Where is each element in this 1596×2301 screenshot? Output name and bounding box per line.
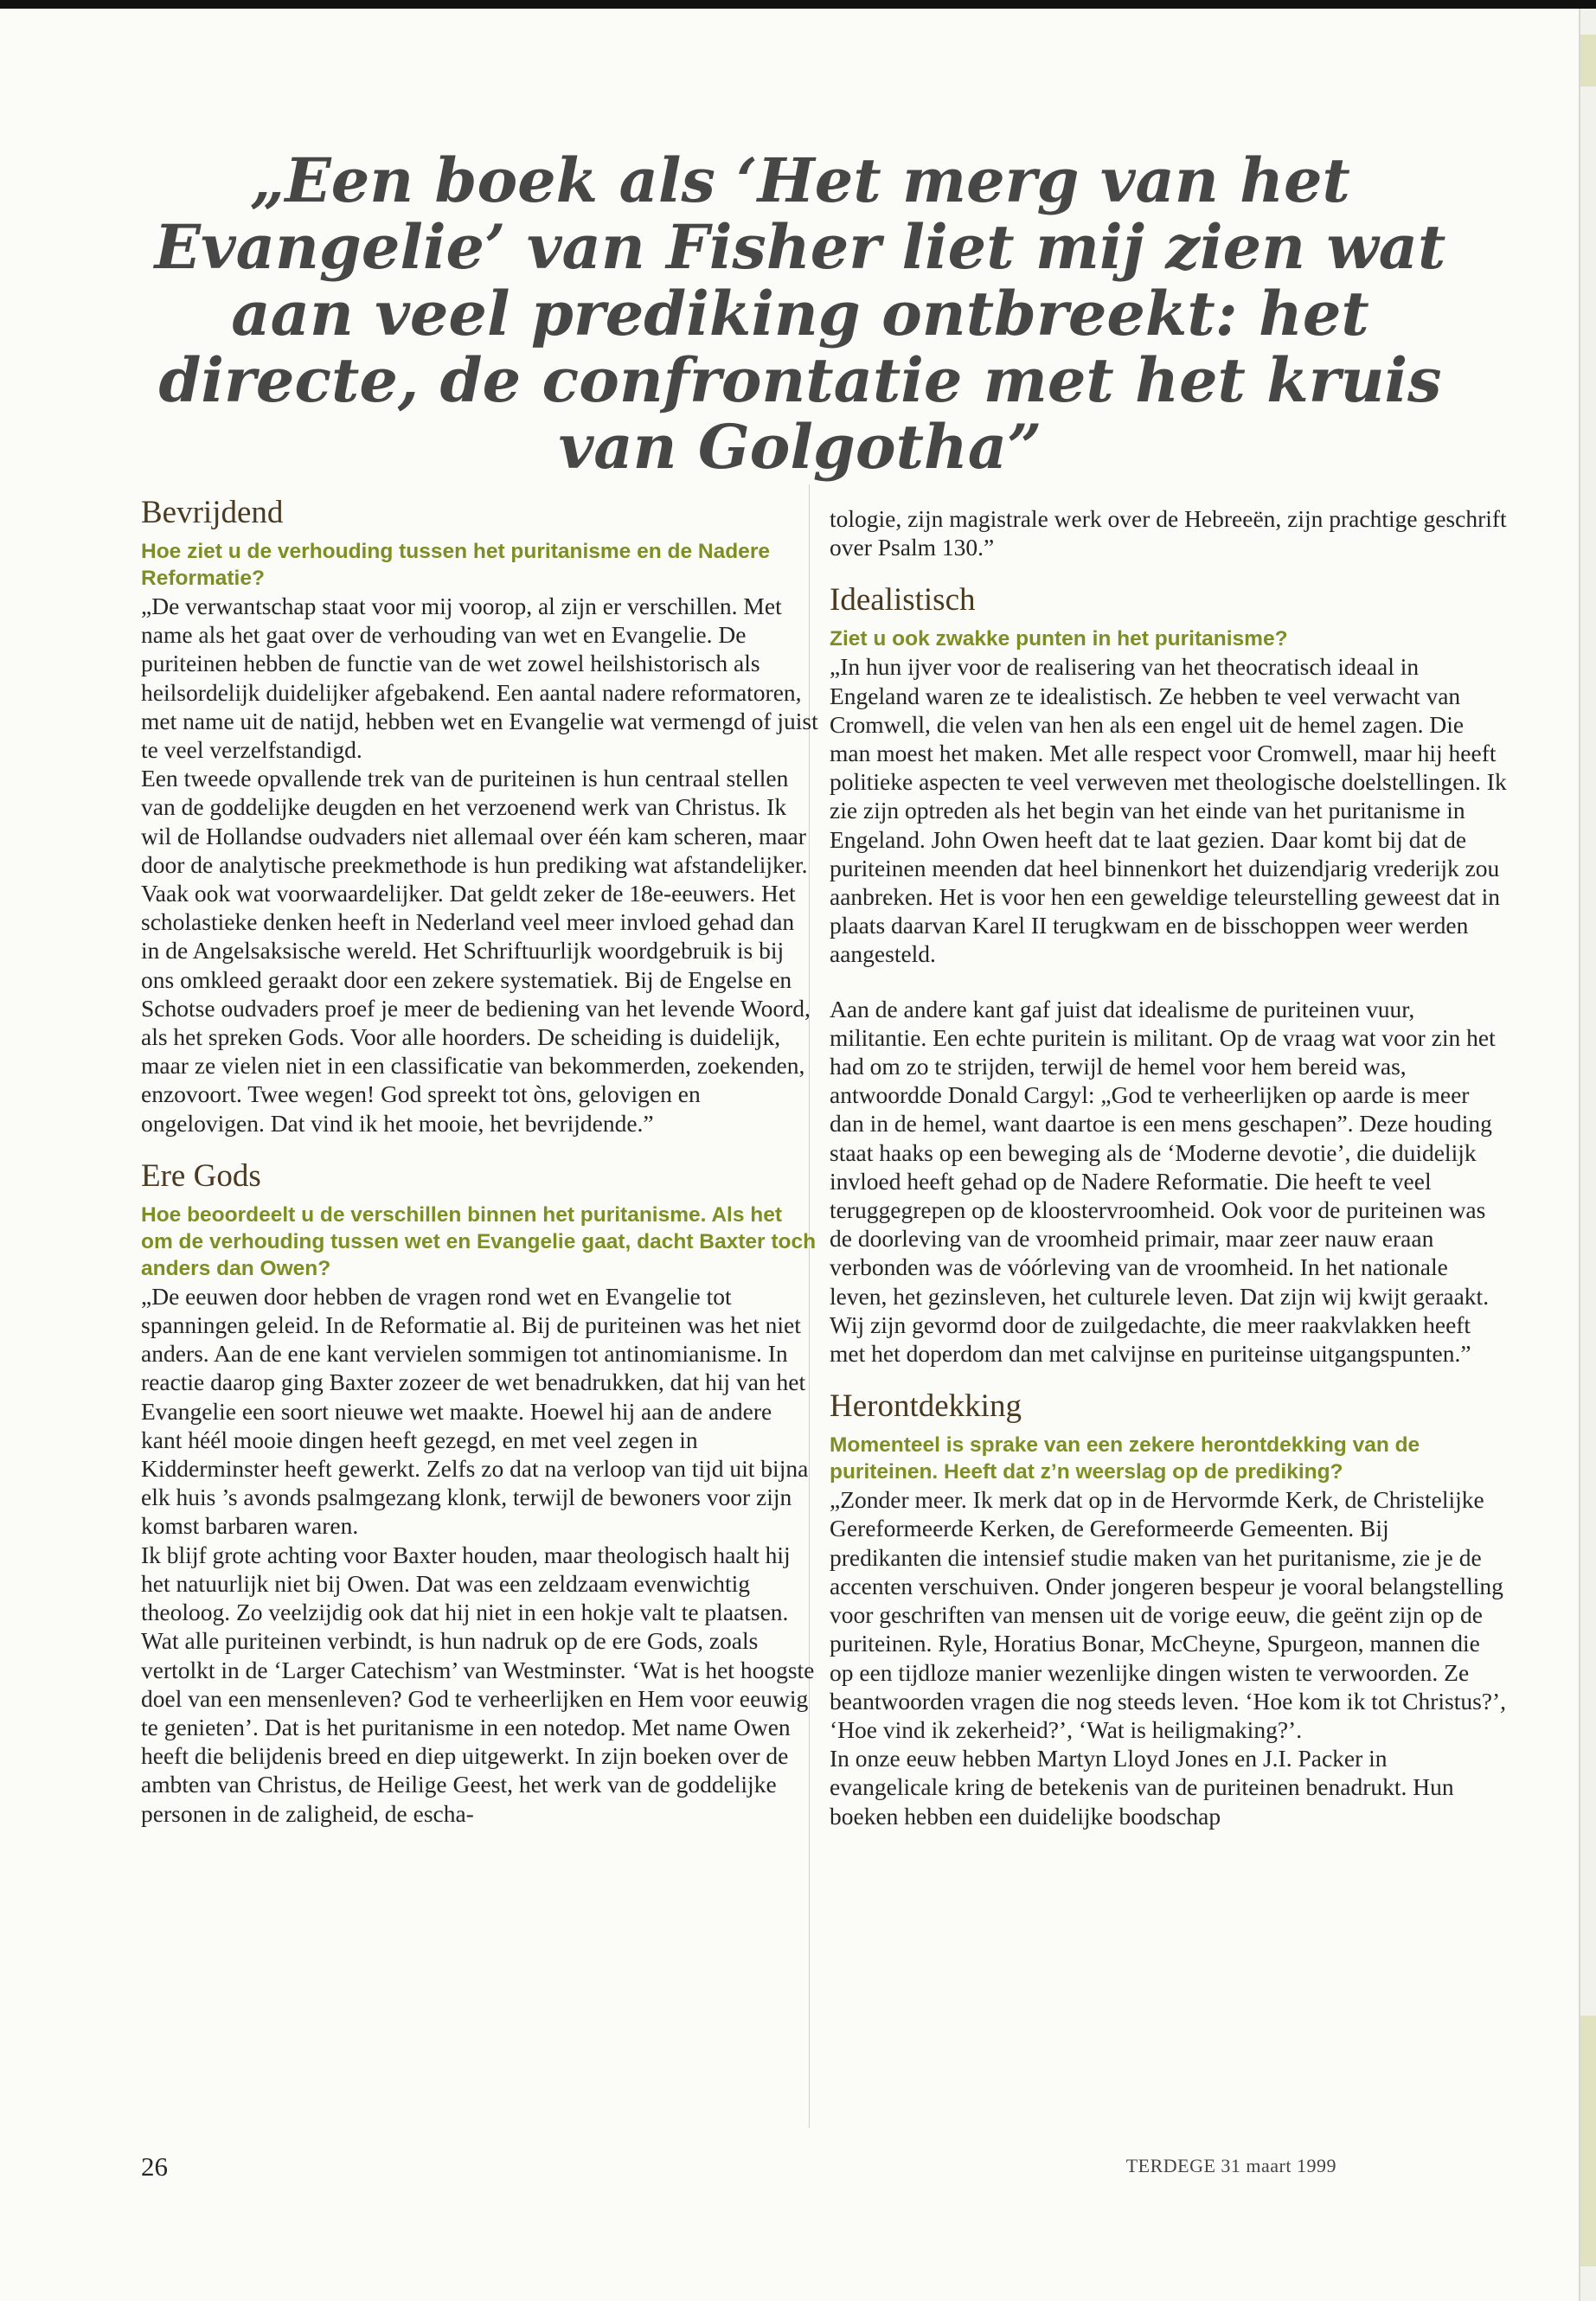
publication-footer: TERDEGE 31 maart 1999 <box>1125 2155 1336 2176</box>
interview-question: Hoe beoordeelt u de verschillen binnen het puritanisme. Als het om de verhouding tussen wet en Evangelie gaat, dacht Baxter toch anders dan Owen? <box>141 1202 817 1280</box>
right-column <box>830 504 1507 1830</box>
answer-paragraph: In onze eeuw hebben Martyn Lloyd Jones en J.I. Packer in evangelicale kring de betekenis van de puriteinen benadrukt. Hun boeken hebben een duidelijke boodschap <box>830 1745 1454 1830</box>
top-rule <box>0 0 1596 9</box>
answer-paragraph: „In hun ijver voor de realisering van het theocratisch ideaal in Engeland waren ze te idealistisch. Ze hebben te veel verwacht van Cromwell, die velen van hen als een engel uit de hemel zagen. Die man moest het maken. Met alle respect voor Cromwell, maar hij heeft politieke aspecten te veel verweven met theologische doelstellingen. Ik zie zijn optreden als het begin van het einde van het puritanisme in Engeland. John Owen heeft dat te laat gezien. Daar komt bij dat de puriteinen meenden dat heel binnenkort het duizendjarig vrederijk zou aanbreken. Het is voor hen een geweldige teleurstelling geweest dat in plaats daarvan Karel II terugkwam en de bisschoppen weer werden aangesteld. <box>830 653 1507 968</box>
subheading-ere-gods: Ere Gods <box>141 1157 261 1194</box>
answer-paragraph: Wat alle puriteinen verbindt, is hun nadruk op de ere Gods, zoals vertolkt in de ‘Larger Catechism’ van Westminster. ‘Wat is het hoogste doel van een mensenleven? God te verheerlijken en Hem voor eeuwig te genieten’. Dat is het puritanisme in een notedop. Met name Owen heeft die belijdenis breed en diep uitgewerkt. In zijn boeken over de ambten van Christus, de Heilige Geest, het werk van de goddelijke personen in de zaligheid, de escha- <box>141 1627 815 1827</box>
page-right-edge <box>1579 9 1596 2301</box>
headline-quote: „Een boek als ‘Het merg van het Evangelie’ van Fisher liet mij zien wat aan veel prediking ontbreekt: het directe, de confrontatie met het kruis van Golgotha” <box>154 144 1446 483</box>
subheading-bevrijdend: Bevrijdend <box>141 495 284 530</box>
interview-question: Hoe ziet u de verhouding tussen het puritanisme en de Nadere Reformatie? <box>141 540 770 590</box>
page-number: 26 <box>141 2151 168 2182</box>
subheading-idealistisch: Idealistisch <box>830 582 976 619</box>
edge-mark <box>1580 2016 1596 2266</box>
answer-paragraph: „De eeuwen door hebben de vragen rond wet en Evangelie tot spanningen geleid. In de Reformatie al. Bij de puriteinen was het niet anders. Aan de ene kant vervielen sommigen tot antinomianisme. In reactie daarop ging Baxter zozeer de wet benadrukken, dat hij van het Evangelie een soort nieuwe wet maakte. Hoewel hij aan de andere kant héél mooie dingen heeft gezegd, en met veel zegen in Kidderminster heeft gewerkt. Zelfs zo dat na verloop van tijd uit bijna elk huis ’s avonds psalmgezang klonk, terwijl de bewoners voor zijn komst barbaren waren. <box>141 1282 809 1540</box>
interview-question: Momenteel is sprake van een zekere herontdekking van de puriteinen. Heeft dat z’n weerslag op de prediking? <box>830 1433 1420 1484</box>
answer-paragraph: Aan de andere kant gaf juist dat idealisme de puriteinen vuur, militantie. Een echte puritein is militant. Op de vraag wat voor zin het had om zo te strijden, terwijl de hemel voor hem bereid was, antwoordde Donald Cargyl: „God te verheerlijken op aarde is meer dan in de hemel, want daartoe is een mens geschapen”. Deze houding staat haaks op een beweging als de ‘Moderne devotie’, die duidelijk invloed heeft gehad op de Nadere Reformatie. Die heeft te veel teruggegrepen op de kloostervroomheid. Ook voor de puriteinen was de doorleving van de vroomheid primair, maar zeer nauw eraan verbonden was de vóórleving van de vroomheid. In het nationale leven, het gezinsleven, het culturele leven. Dat zijn wij kwijt geraakt. Wij zijn gevormd door de zuilgedachte, die meer raakvlakken heeft met het doperdom dan met calvijnse en puriteinse uitgangspunten.” <box>830 995 1496 1368</box>
answer-paragraph: Ik blijf grote achting voor Baxter houden, maar theologisch haalt hij het natuurlijk niet bij Owen. Dat was een zeldzaam evenwichtig theoloog. Zo veelzijdig ook dat hij niet in een hokje valt te plaatsen. <box>141 1541 791 1626</box>
interview-question: Ziet u ook zwakke punten in het puritanisme? <box>830 627 1288 651</box>
subheading-herontdekking: Herontdekking <box>830 1388 1022 1425</box>
left-column <box>141 495 818 1828</box>
answer-paragraph: Een tweede opvallende trek van de puriteinen is hun centraal stellen van de goddelijke deugden en het verzoenend werk van Christus. Ik wil de Hollandse oudvaders niet allemaal over één kam scheren, maar door de analytische preekmethode is hun prediking wat afstandelijker. Vaak ook wat voorwaardelijker. Dat geldt zeker de 18e-eeuwers. Het scholastieke denken heeft in Nederland veel meer invloed gehad dan in de Angelsaksische wereld. Het Schriftuurlijk woordgebruik is bij ons omkleed geraakt door een zekere systematiek. Bij de Engelse en Schotse oudvaders proef je meer de bediening van het levende Woord, als het spreken Gods. Voor alle hoorders. De scheiding is duidelijk, maar ze vielen niet in een classificatie van bekommerden, zoekenden, enzovoort. Twee wegen! God spreekt tot òns, gelovigen en ongelovigen. Dat vind ik het mooie, het bevrijdende.” <box>141 765 811 1137</box>
edge-mark <box>1580 35 1596 87</box>
answer-paragraph: tologie, zijn magistrale werk over de Hebreeën, zijn prachtige geschrift over Psalm 130.” <box>830 505 1507 561</box>
answer-paragraph: „De verwantschap staat voor mij voorop, al zijn er verschillen. Met name als het gaat over de verhouding van wet en Evangelie. De puriteinen hebben de functie van de wet zowel heilshistorisch als heilsordelijk duidelijker afgebakend. Een aantal nadere reformatoren, met name uit de natijd, hebben wet en Evangelie wat vermengd of juist te veel verzelfstandigd. <box>141 593 818 764</box>
answer-paragraph: „Zonder meer. Ik merk dat op in de Hervormde Kerk, de Christelijke Gereformeerde Kerken, de Gereformeerde Gemeenten. Bij predikanten die intensief studie maken van het puritanisme, zie je de accenten verschuiven. Onder jongeren bespeur je vooral belangstelling voor geschriften van mensen uit de vorige eeuw, die geënt zijn op de puriteinen. Ryle, Horatius Bonar, McCheyne, Spurgeon, mannen die op een tijdloze manier wezenlijke dingen wisten te verwoorden. Ze beantwoorden vragen die nog steeds leven. ‘Hoe kom ik tot Christus?’, ‘Hoe vind ik zekerheid?’, ‘Wat is heiligmaking?’. <box>830 1486 1507 1743</box>
